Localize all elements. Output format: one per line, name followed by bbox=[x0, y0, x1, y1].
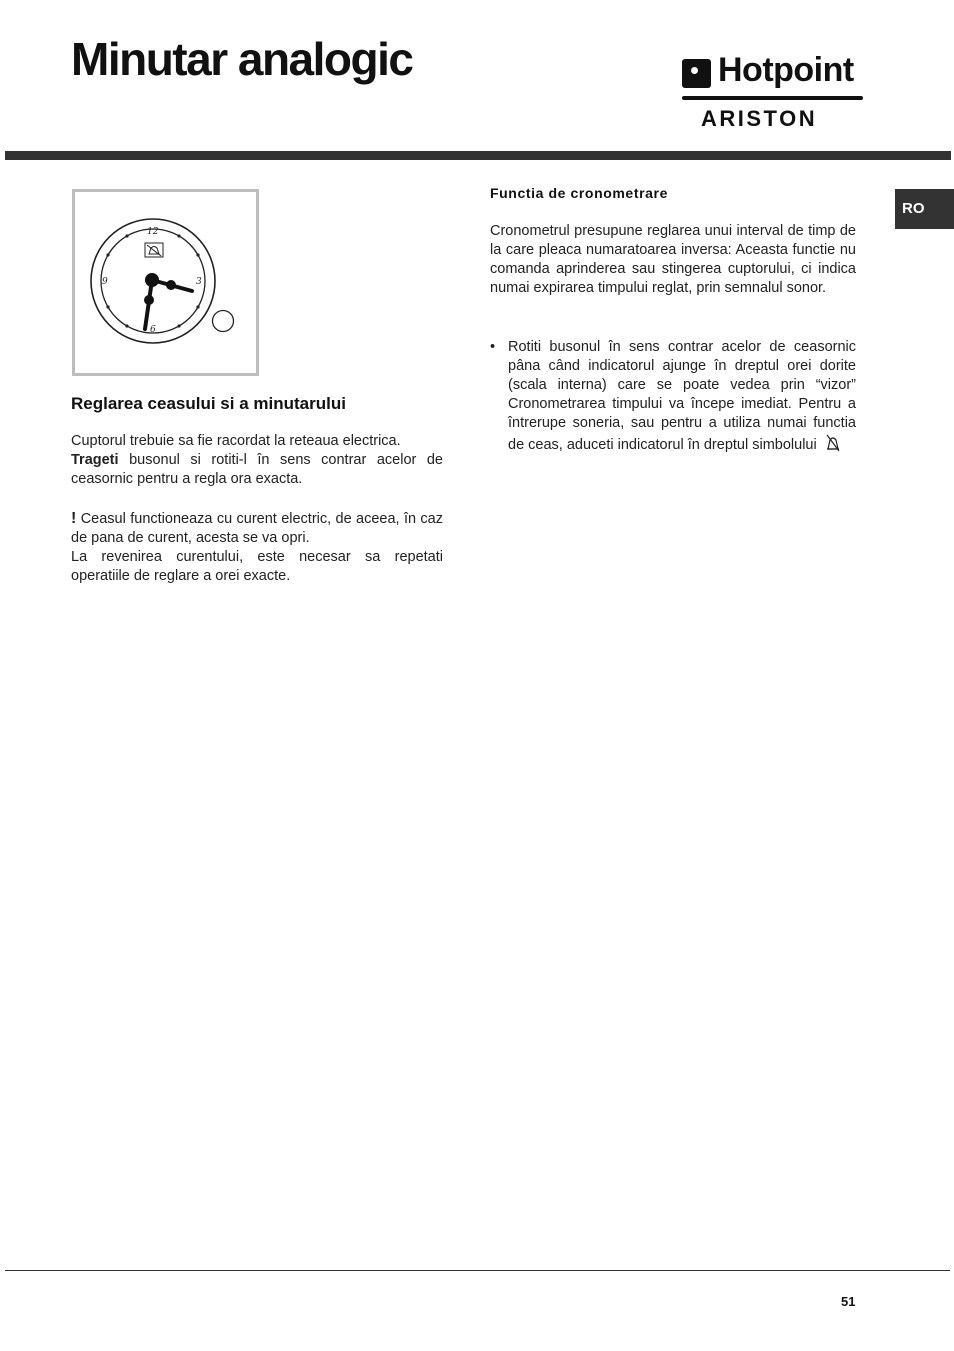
dial-number-3: 3 bbox=[196, 277, 202, 287]
footer-rule bbox=[5, 1270, 950, 1271]
dial-number-9: 9 bbox=[102, 277, 108, 287]
knob-indicator bbox=[213, 311, 234, 332]
list-item bbox=[490, 338, 856, 455]
paragraph-warning bbox=[71, 509, 443, 586]
page-title: Minutar analogic bbox=[71, 33, 413, 85]
clock-setup-text-a: Cuptorul trebuie sa fie racordat la reteaua electrica. bbox=[71, 433, 401, 449]
warning-text-a: Ceasul functioneaza cu curent electric, de aceea, în caz de pana de curent, acesta se va opri. bbox=[71, 511, 443, 546]
section-heading-clock: Reglarea ceasului si a minutarului bbox=[71, 394, 346, 413]
clock-setup-text-b: busonul si rotiti-l în sens contrar acelor de ceasornic pentru a regla ora exacta. bbox=[71, 452, 443, 487]
logo-brand-line2: ARISTON bbox=[701, 106, 818, 131]
brand-logo bbox=[682, 51, 864, 134]
dial-number-6: 6 bbox=[150, 325, 156, 335]
page-number: 51 bbox=[841, 1294, 856, 1309]
warning-text-b: La revenirea curentului, este necesar sa repetati operatiile de reglare a orei exacte. bbox=[71, 549, 443, 584]
clock-hub bbox=[145, 273, 159, 287]
logo-divider bbox=[682, 96, 863, 100]
bullet-text: Rotiti busonul în sens contrar acelor de ceasornic pâna când indicatorul ajunge în dreptul orei dorite (scala interna) care se poate vedea prin “vizor” Cronometrarea timpului va începe imediat. Pentru a întrerupe soneria, sau pentru a utiliza numai functia de ceas, aduceti indicatorul în dreptul simbolului bbox=[508, 339, 856, 453]
header-bar bbox=[5, 151, 951, 160]
logo-mark-icon bbox=[682, 59, 711, 88]
section-heading-timer: Functia de cronometrare bbox=[490, 185, 668, 201]
language-tab: RO bbox=[895, 189, 954, 229]
paragraph-clock-setup bbox=[71, 432, 443, 489]
clock-setup-bold: Trageti bbox=[71, 452, 119, 468]
bell-crossed-icon bbox=[825, 433, 841, 453]
clock-figure bbox=[72, 189, 259, 376]
clock-dial-illustration bbox=[75, 192, 256, 373]
paragraph-timer-intro: Cronometrul presupune reglarea unui interval de timp de la care pleaca numaratoarea inversa: Aceasta functie nu comanda aprinderea sau stingerea cuptorului, ci indica numai expirarea timpului reglat, prin semnalul sonor. bbox=[490, 223, 856, 296]
dial-number-12: 12 bbox=[147, 227, 159, 237]
window-bell-icon bbox=[145, 243, 163, 257]
warning-icon: ! bbox=[71, 510, 77, 527]
bullet-marker: • bbox=[490, 339, 496, 355]
logo-brand-line1: Hotpoint bbox=[718, 51, 854, 89]
